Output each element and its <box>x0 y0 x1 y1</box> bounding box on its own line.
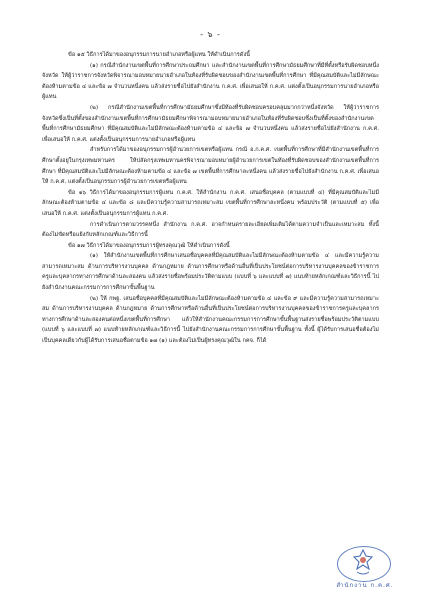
clause-16-heading: ข้อ ๑๖ วิธีการได้มาของอนุกรรมการผู้แทน ก.ค.ศ. ให้สำนักงาน ก.ค.ศ. เสนอชื่อบุคคล (ตามแบบที่ ๔) ที่มีคุณสมบัติและไม่มีลักษณะต้องห้ามตามข้อ ๔ และข้อ ๘ และมีความรู้ความสามารถเหมาะสม เขตพื้นที่การศึกษาละหนึ่งคน พร้อมประวัติ (ตามแบบที่ ๕) เพื่อเสนอให้ ก.ค.ศ. แต่งตั้งเป็นอนุกรรมการผู้แทน ก.ค.ศ. <box>42 189 379 217</box>
seal-emblem-icon <box>351 548 375 576</box>
page-number: - ๖ - <box>200 30 221 39</box>
clause-15-item-1: (๑) กรณีสำนักงานเขตพื้นที่การศึกษาประถมศึกษา และสำนักงานเขตพื้นที่การศึกษามัธยมศึกษาที่มีที่ตั้งหรือรับผิดชอบหนึ่งจังหวัด ให้ผู้ว่าราชการจังหวัดพิจารณามอบหมายนายอำเภอในท้องที่รับผิดชอบของสำนักงานเขตพื้นที่การศึกษา ที่มีคุณสมบัติและไม่มีลักษณะต้องห้ามตามข้อ ๔ และข้อ ๗ จำนวนหนึ่งคน แล้วส่งรายชื่อไปยังสำนักงาน ก.ค.ศ. เพื่อเสนอให้ ก.ค.ศ. แต่งตั้งเป็นอนุกรรมการนายอำเภอหรือผู้แทน <box>42 62 379 101</box>
government-seal-icon <box>329 546 399 594</box>
clause-17-heading: ข้อ ๑๗ วิธีการได้มาของอนุกรรมการผู้ทรงคุณวุฒิ ให้ดำเนินการดังนี้ <box>68 242 230 249</box>
seal-office-text: สำนักงาน ก.ค.ศ. <box>336 582 394 589</box>
clause-15-heading: ข้อ ๑๕ วิธีการได้มาของอนุกรรมการนายอำเภอหรือผู้แทน ให้ดำเนินการดังนี้ <box>68 52 250 58</box>
clause-17-item-1: (๑) ให้สำนักงานเขตพื้นที่การศึกษาเสนอชื่อบุคคลที่มีคุณสมบัติและไม่มีลักษณะต้องห้ามตามข้อ ๔ และมีความรู้ความสามารถเหมาะสม ด้านการบริหารงานบุคคล ด้านกฎหมาย ด้านการศึกษาหรือด้านอื่นที่เป็นประโยชน์ต่อการบริหารงานบุคคลของข้าราชการครูและบุคลากรทางการศึกษาด้านละสองคน แล้วส่งรายชื่อพร้อมประวัติตามแบบ (แบบที่ ๖ และแบบที่ ๗) แนบท้ายหลักเกณฑ์และวิธีการนี้ ไปยังสำนักงานคณะกรรมการการศึกษาขั้นพื้นฐาน <box>42 253 379 292</box>
clause-17-item-2: (๒) ให้ กพฐ. เสนอชื่อบุคคลที่มีคุณสมบัติและไม่มีลักษณะต้องห้ามตามข้อ ๔ และข้อ ๙ และมีความรู้ความสามารถเหมาะสม ด้านการบริหารงานบุคคล ด้านกฎหมาย ด้านการศึกษาหรือด้านอื่นที่เป็นประโยชน์ต่อการบริหารงานบุคคลของข้าราชการครูและบุคลากรทางการศึกษาด้านละสองคนต่อหนึ่งเขตพื้นที่การศึกษา แล้วให้สำนักงานคณะกรรมการการศึกษาขั้นพื้นฐานส่งรายชื่อพร้อมประวัติตามแบบ (แบบที่ ๖ และแบบที่ ๗) แนบท้ายหลักเกณฑ์และวิธีการนี้ ไปยังสำนักงานคณะกรรมการการศึกษาขั้นพื้นฐาน ทั้งนี้ ผู้ได้รับการเสนอชื่อต้องไม่เป็นบุคคลเดียวกับผู้ได้รับการเสนอชื่อตามข้อ ๑๗ (๑) และต้องไม่เป็นผู้ทรงคุณวุฒิใน กคจ. ก็ได้ <box>42 295 379 345</box>
clause-15-item-2: (๒) กรณีสำนักงานเขตพื้นที่การศึกษามัธยมศึกษาซึ่งมีท้องที่รับผิดชอบครอบคลุมมากกว่าหนึ่งจังหวัด ให้ผู้ว่าราชการจังหวัดซึ่งเป็นที่ตั้งของสำนักงานเขตพื้นที่การศึกษามัธยมศึกษาพิจารณามอบหมายนายอำเภอในท้องที่รับผิดชอบซึ่งเป็นที่ตั้งของสำนักงานเขตพื้นที่การศึกษามัธยมศึกษา ที่มีคุณสมบัติและไม่มีลักษณะต้องห้ามตามข้อ ๔ และข้อ ๗ จำนวนหนึ่งคน แล้วส่งรายชื่อไปยังสำนักงาน ก.ค.ศ. เพื่อเสนอให้ ก.ค.ศ. แต่งตั้งเป็นอนุกรรมการนายอำเภอหรือผู้แทน <box>42 104 379 143</box>
clause-15-bangkok-note: สำหรับการได้มาของอนุกรรมการผู้อำนวยการเขตหรือผู้แทน กรณี อ.ก.ค.ศ. เขตพื้นที่การศึกษาที่มีสำนักงานเขตพื้นที่การศึกษาตั้งอยู่ในกรุงเทพมหานคร ให้ปลัดกรุงเทพมหานครพิจารณามอบหมายผู้อำนวยการเขตในท้องที่รับผิดชอบของสำนักงานเขตพื้นที่การศึกษา ที่มีคุณสมบัติและไม่มีลักษณะต้องห้ามตามข้อ ๔ และข้อ ๗ เขตพื้นที่การศึกษาละหนึ่งคน แล้วส่งรายชื่อไปยังสำนักงาน ก.ค.ศ. เพื่อเสนอให้ ก.ค.ศ. แต่งตั้งเป็นอนุกรรมการผู้อำนวยการเขตหรือผู้แทน <box>42 147 379 186</box>
clause-16-paragraph-2: การดำเนินการตามวรรคหนึ่ง สำนักงาน ก.ค.ศ. อาจกำหนดรายละเอียดเพิ่มเติมได้ตามความจำเป็นและเหมาะสม ทั้งนี้ ต้องไม่ขัดหรือแย้งกับหลักเกณฑ์และวิธีการนี้ <box>42 221 379 239</box>
